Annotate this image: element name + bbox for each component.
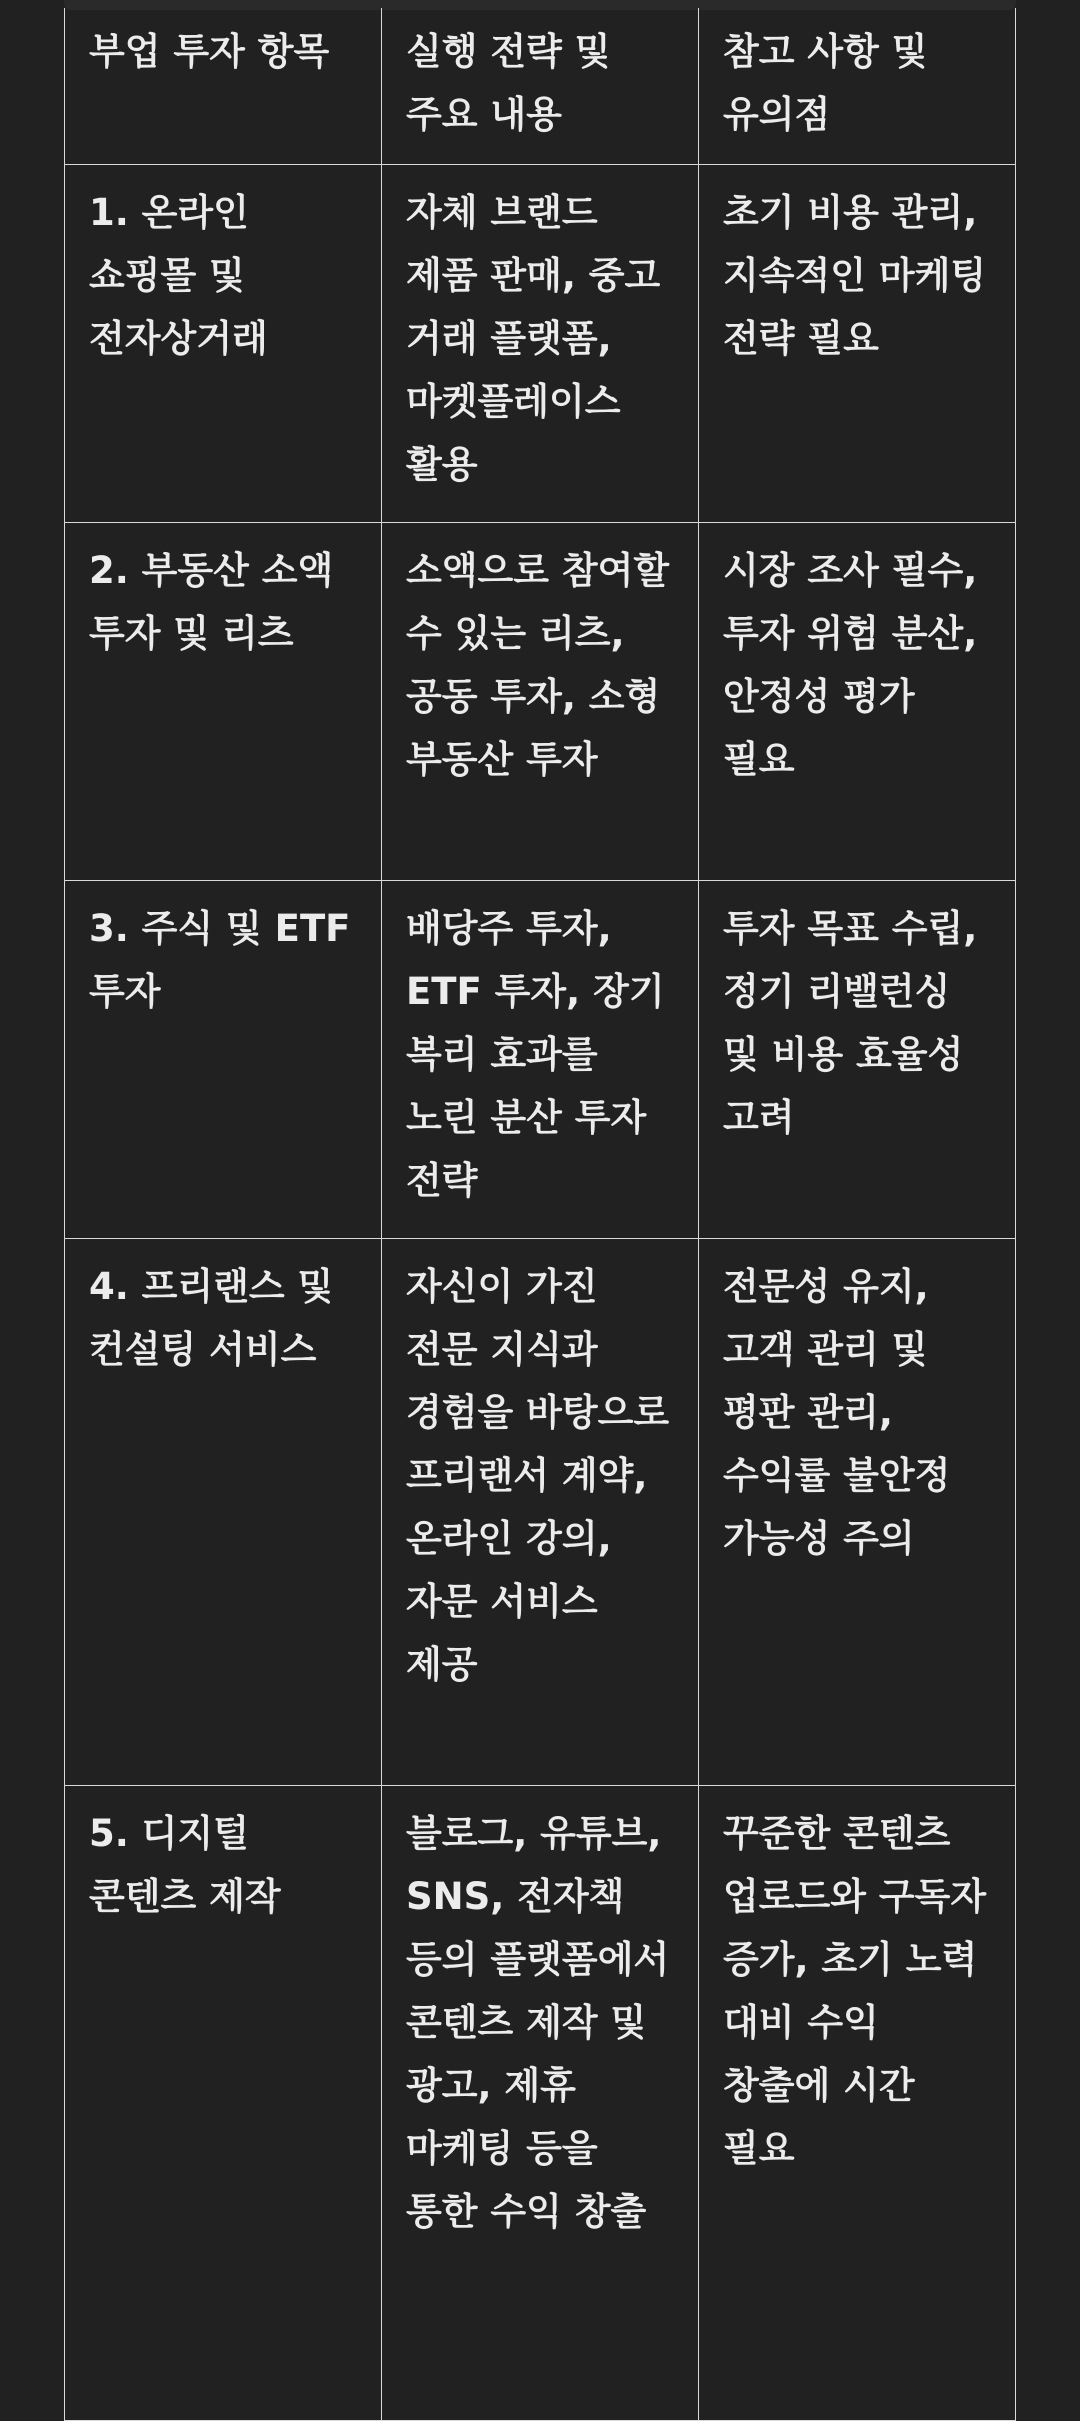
cell-item: 3. 주식 및 ETF 투자 — [65, 881, 382, 1239]
cell-item: 4. 프리랜스 및 컨설팅 서비스 — [65, 1239, 382, 1786]
cell-item: 5. 디지털 콘텐츠 제작 — [65, 1786, 382, 2421]
table-row — [65, 1786, 1016, 2421]
cell-item: 1. 온라인 쇼핑몰 및 전자상거래 — [65, 165, 382, 523]
cell-strategy: 자신이 가진 전문 지식과 경험을 바탕으로 프리랜서 계약, 온라인 강의, 자문 서비스 제공 — [382, 1239, 699, 1786]
cell-strategy: 배당주 투자, ETF 투자, 장기 복리 효과를 노린 분산 투자 전략 — [382, 881, 699, 1239]
table-header-row — [65, 8, 1016, 165]
cell-notes: 전문성 유지, 고객 관리 및 평판 관리, 수익률 불안정 가능성 주의 — [699, 1239, 1016, 1786]
cell-notes: 시장 조사 필수, 투자 위험 분산, 안정성 평가 필요 — [699, 523, 1016, 881]
table-row — [65, 523, 1016, 881]
cell-notes: 초기 비용 관리, 지속적인 마케팅 전략 필요 — [699, 165, 1016, 523]
cell-strategy: 블로그, 유튜브, SNS, 전자책 등의 플랫폼에서 콘텐츠 제작 및 광고, 제휴 마케팅 등을 통한 수익 창출 — [382, 1786, 699, 2421]
cell-strategy: 소액으로 참여할 수 있는 리츠, 공동 투자, 소형 부동산 투자 — [382, 523, 699, 881]
header-notes: 참고 사항 및 유의점 — [699, 8, 1016, 165]
header-strategy: 실행 전략 및 주요 내용 — [382, 8, 699, 165]
table-row — [65, 165, 1016, 523]
cell-strategy: 자체 브랜드 제품 판매, 중고 거래 플랫폼, 마켓플레이스 활용 — [382, 165, 699, 523]
cell-item: 2. 부동산 소액 투자 및 리츠 — [65, 523, 382, 881]
side-investment-table — [64, 8, 1016, 2421]
table-row — [65, 1239, 1016, 1786]
table-row — [65, 881, 1016, 1239]
cell-notes: 투자 목표 수립, 정기 리밸런싱 및 비용 효율성 고려 — [699, 881, 1016, 1239]
cell-notes: 꾸준한 콘텐츠 업로드와 구독자 증가, 초기 노력 대비 수익 창출에 시간 필요 — [699, 1786, 1016, 2421]
header-item: 부업 투자 항목 — [65, 8, 382, 165]
